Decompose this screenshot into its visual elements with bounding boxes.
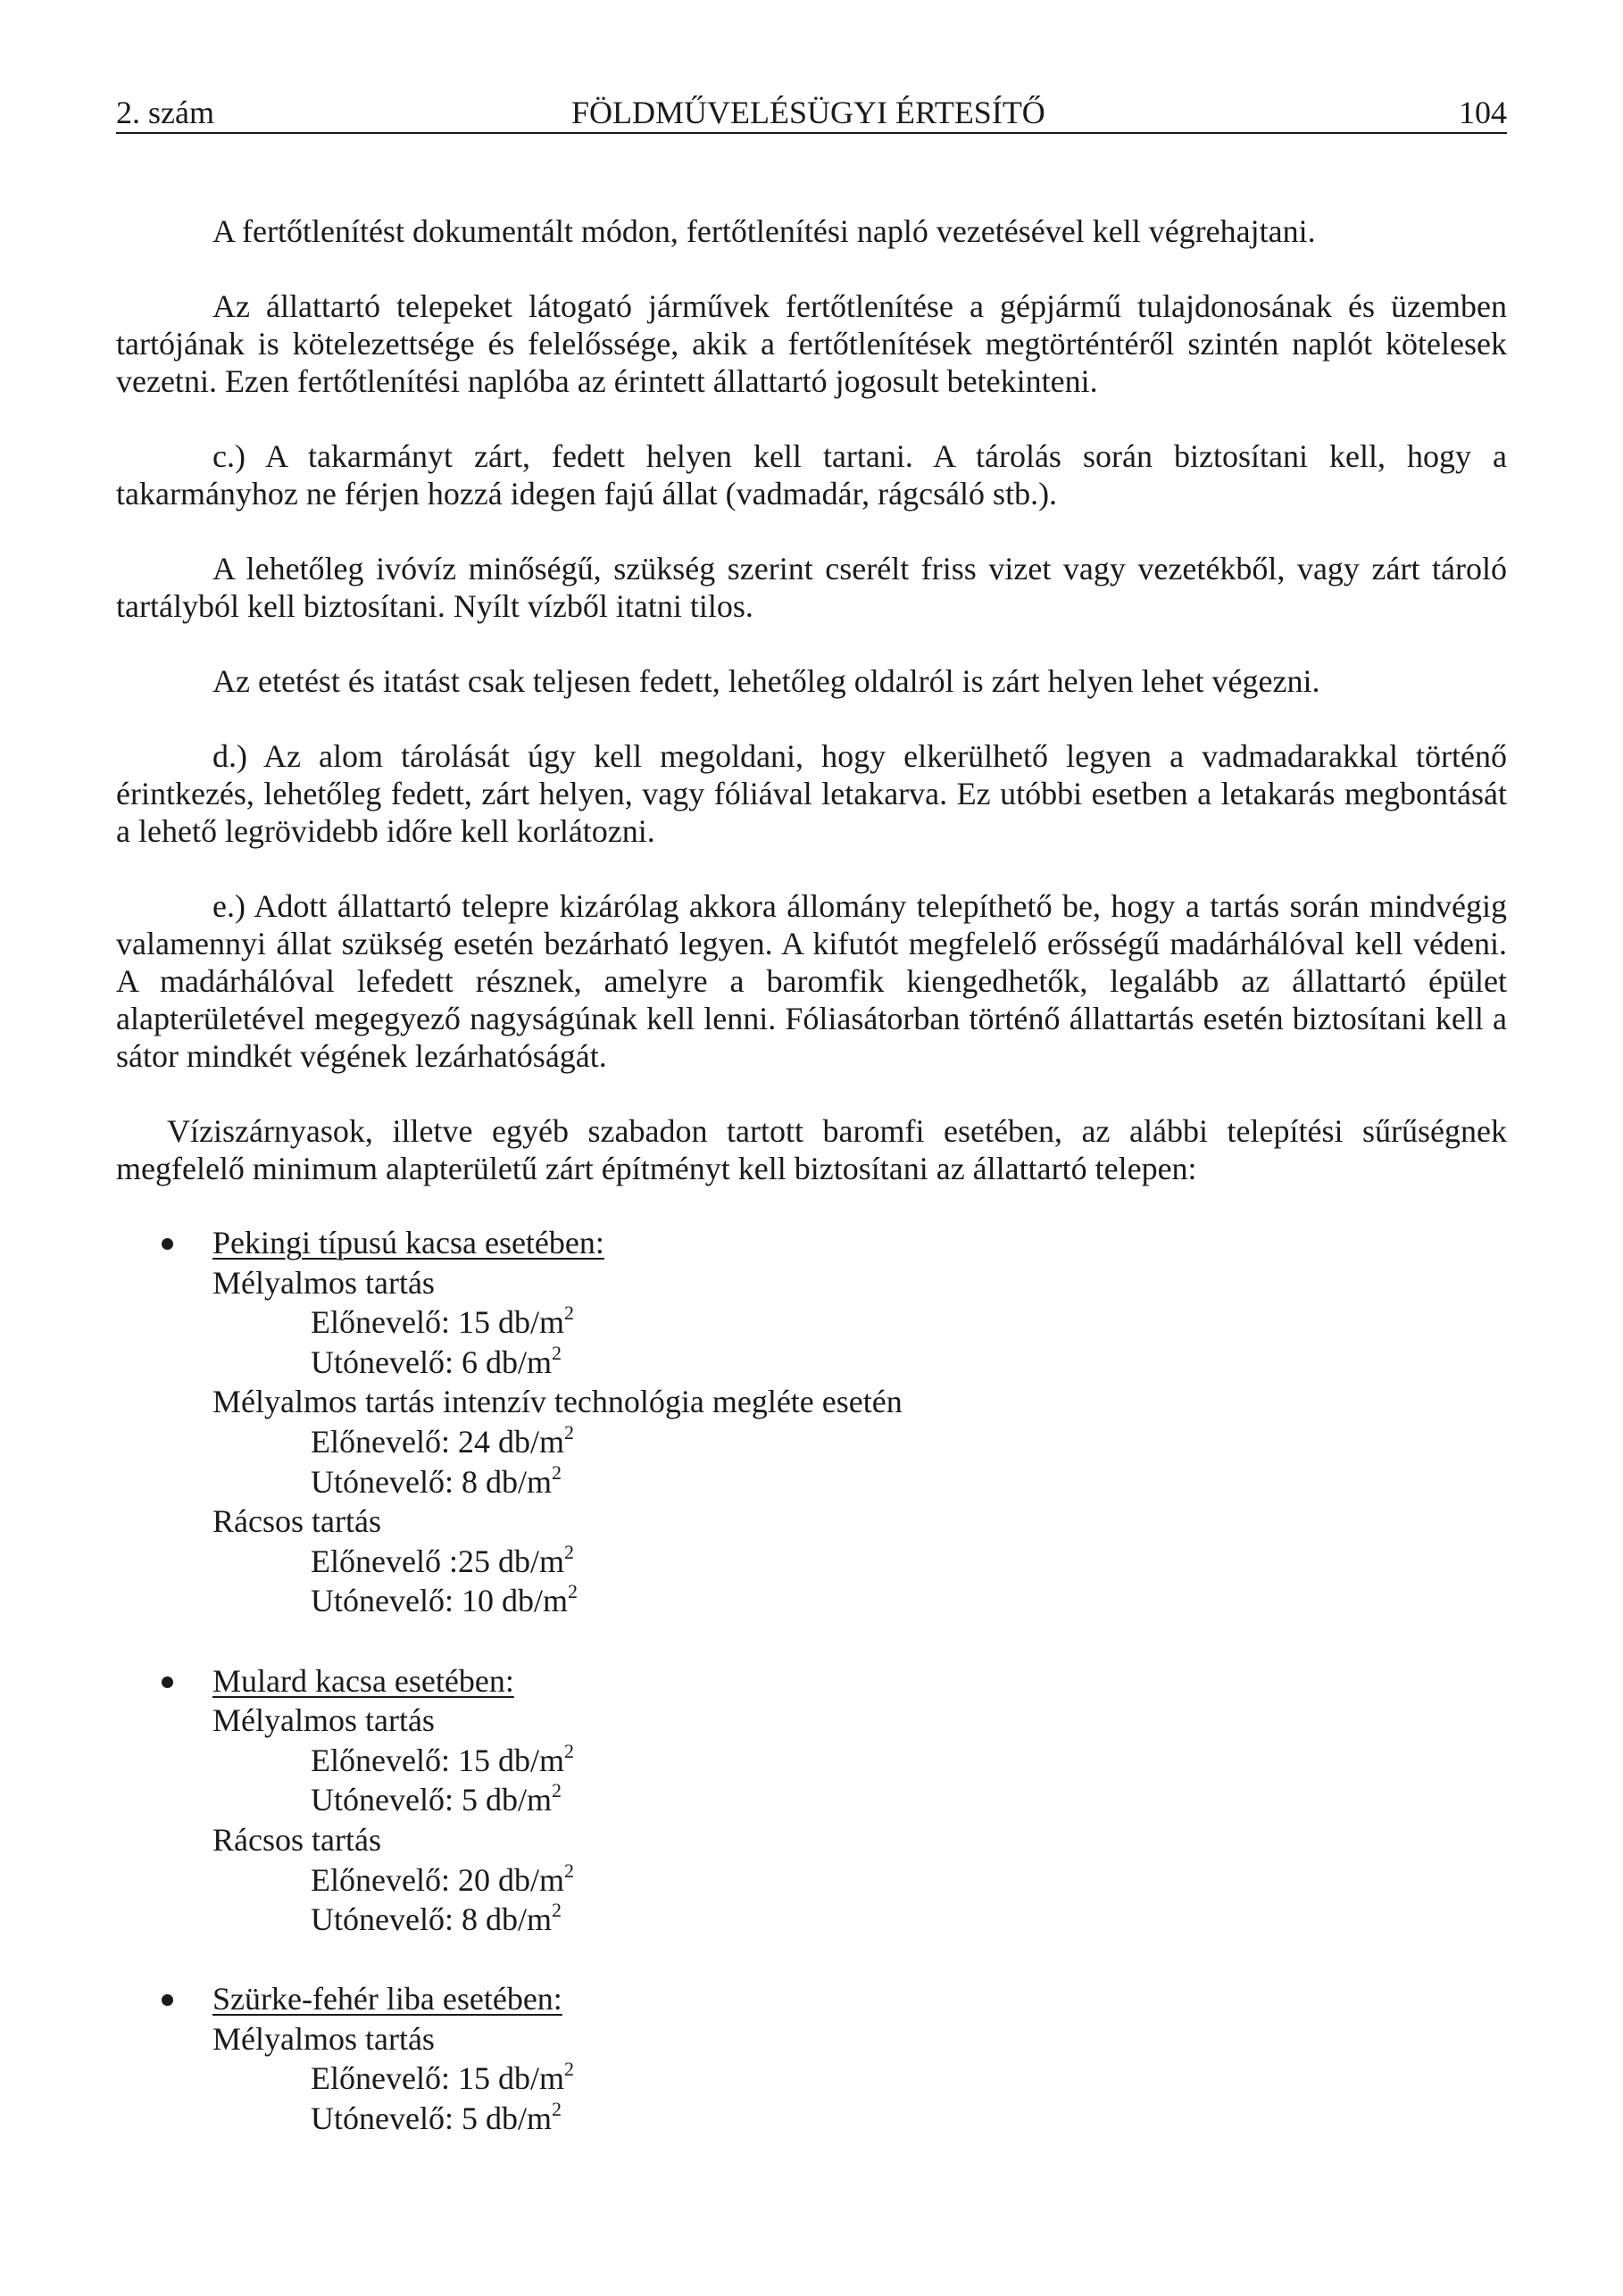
density-rate: Előnevelő: 24 $db/m^2$	[311, 1420, 574, 1460]
housing-mode: Rácsos tartás	[212, 1821, 381, 1858]
paragraph-drinking-water: A lehetőleg ivóvíz minőségű, szükség szerint cserélt friss vizet vagy vezetékből, vagy zárt tároló tartályból kell biztosítani. Nyílt vízből itatni tilos.	[116, 551, 1507, 624]
density-rate: Előnevelő: 15 $db/m^2$	[311, 2058, 574, 2097]
density-rate: Utónevelő: 8 $db/m^2$	[311, 1899, 562, 1938]
density-rate: Utónevelő: 5 $db/m^2$	[311, 1779, 562, 1818]
density-rate: Utónevelő: 5 $db/m^2$	[311, 2098, 562, 2137]
paragraph-vehicle-disinfection: Az állattartó telepeket látogató járművek fertőtlenítése a gépjármű tulajdonosának és üzemben tartójának is kötelezettsége és felelőssége, akik a fertőtlenítések megtörténtéről szintén naplót kötelesek vezetni. Ezen fertőtlenítési naplóba az érintett állattartó jogosult betekinteni.	[116, 288, 1507, 399]
density-rate: Előnevelő: 20 $db/m^2$	[311, 1859, 574, 1898]
bullet-icon	[162, 1676, 173, 1688]
density-rate: Utónevelő: 8 $db/m^2$	[311, 1460, 562, 1500]
paragraph-c-feed-storage: c.) A takarmányt zárt, fedett helyen kell tartani. A tárolás során biztosítani kell, hogy a takarmányhoz ne férjen hozzá idegen fajú állat (vadmadár, rágcsáló stb.).	[116, 438, 1507, 512]
body-text	[116, 212, 1507, 1225]
group-title: Szürke-fehér liba esetében:	[212, 1981, 562, 2017]
density-rate: Előnevelő :25 $db/m^2$	[311, 1540, 574, 1579]
paragraph-e-stocking: e.) Adott állattartó telepre kizárólag akkora állomány telepíthető be, hogy a tartás során mindvégig valamennyi állat szükség esetén bezárható legyen. A kifutót megfelelő erősségű madárhálóval kell védeni. A madárhálóval lefedett résznek, amelyre a baromfik kiengedhetők, legalább az állattartó épület alapterületével megegyező nagyságúnak kell lenni. Fóliasátorban történő állattartás esetén biztosítani kell a sátor mindkét végének lezárhatóságát.	[116, 888, 1507, 1074]
list-item-grey-white-goose	[116, 1979, 1507, 2138]
density-rate: Utónevelő: 6 $db/m^2$	[311, 1341, 562, 1380]
group-title: Pekingi típusú kacsa esetében:	[212, 1225, 604, 1260]
list-item-mulard-duck	[116, 1661, 1507, 1940]
density-rate: Utónevelő: 10 $db/m^2$	[311, 1580, 578, 1619]
group-title: Mulard kacsa esetében:	[212, 1662, 514, 1699]
density-rate: Előnevelő: 15 $db/m^2$	[311, 1302, 574, 1341]
paragraph-d-litter-storage: d.) Az alom tárolását úgy kell megoldani, hogy elkerülhető legyen a vadmadarakkal történő érintkezés, lehetőleg fedett, zárt helyen, vagy fóliával letakarva. Ez utóbbi esetben a letakarás megbontását a lehető legrövidebb időre kell korlátozni.	[116, 738, 1507, 849]
density-rate: Előnevelő: 15 $db/m^2$	[311, 1739, 574, 1778]
issue-number: 2. szám	[116, 95, 214, 130]
housing-mode: Mélyalmos tartás	[212, 1702, 435, 1739]
list-item-pekingi-duck	[116, 1223, 1507, 1621]
publication-title: FÖLDMŰVELÉSÜGYI ÉRTESÍTŐ	[571, 95, 1045, 130]
housing-mode: Rácsos tartás	[212, 1503, 381, 1540]
page-number: 104	[1459, 95, 1507, 130]
paragraph-waterfowl-intro: Víziszárnyasok, illetve egyéb szabadon tartott baromfi esetében, az alábbi telepítési sűrűségnek megfelelő minimum alapterületű zárt építményt kell biztosítani az állattartó telepen:	[116, 1113, 1507, 1186]
running-header	[116, 93, 1507, 134]
paragraph-disinfection-log: A fertőtlenítést dokumentált módon, fertőtlenítési napló vezetésével kell végrehajtani.	[212, 213, 1316, 249]
housing-mode: Mélyalmos tartás	[212, 2020, 435, 2057]
stocking-density-list	[116, 1223, 1507, 2178]
housing-mode: Mélyalmos tartás intenzív technológia megléte esetén	[212, 1384, 903, 1420]
bullet-icon	[162, 1238, 173, 1250]
bullet-icon	[162, 1994, 173, 2006]
housing-mode: Mélyalmos tartás	[212, 1264, 435, 1301]
paragraph-feeding-place: Az etetést és itatást csak teljesen fedett, lehetőleg oldalról is zárt helyen lehet végezni.	[212, 663, 1320, 699]
